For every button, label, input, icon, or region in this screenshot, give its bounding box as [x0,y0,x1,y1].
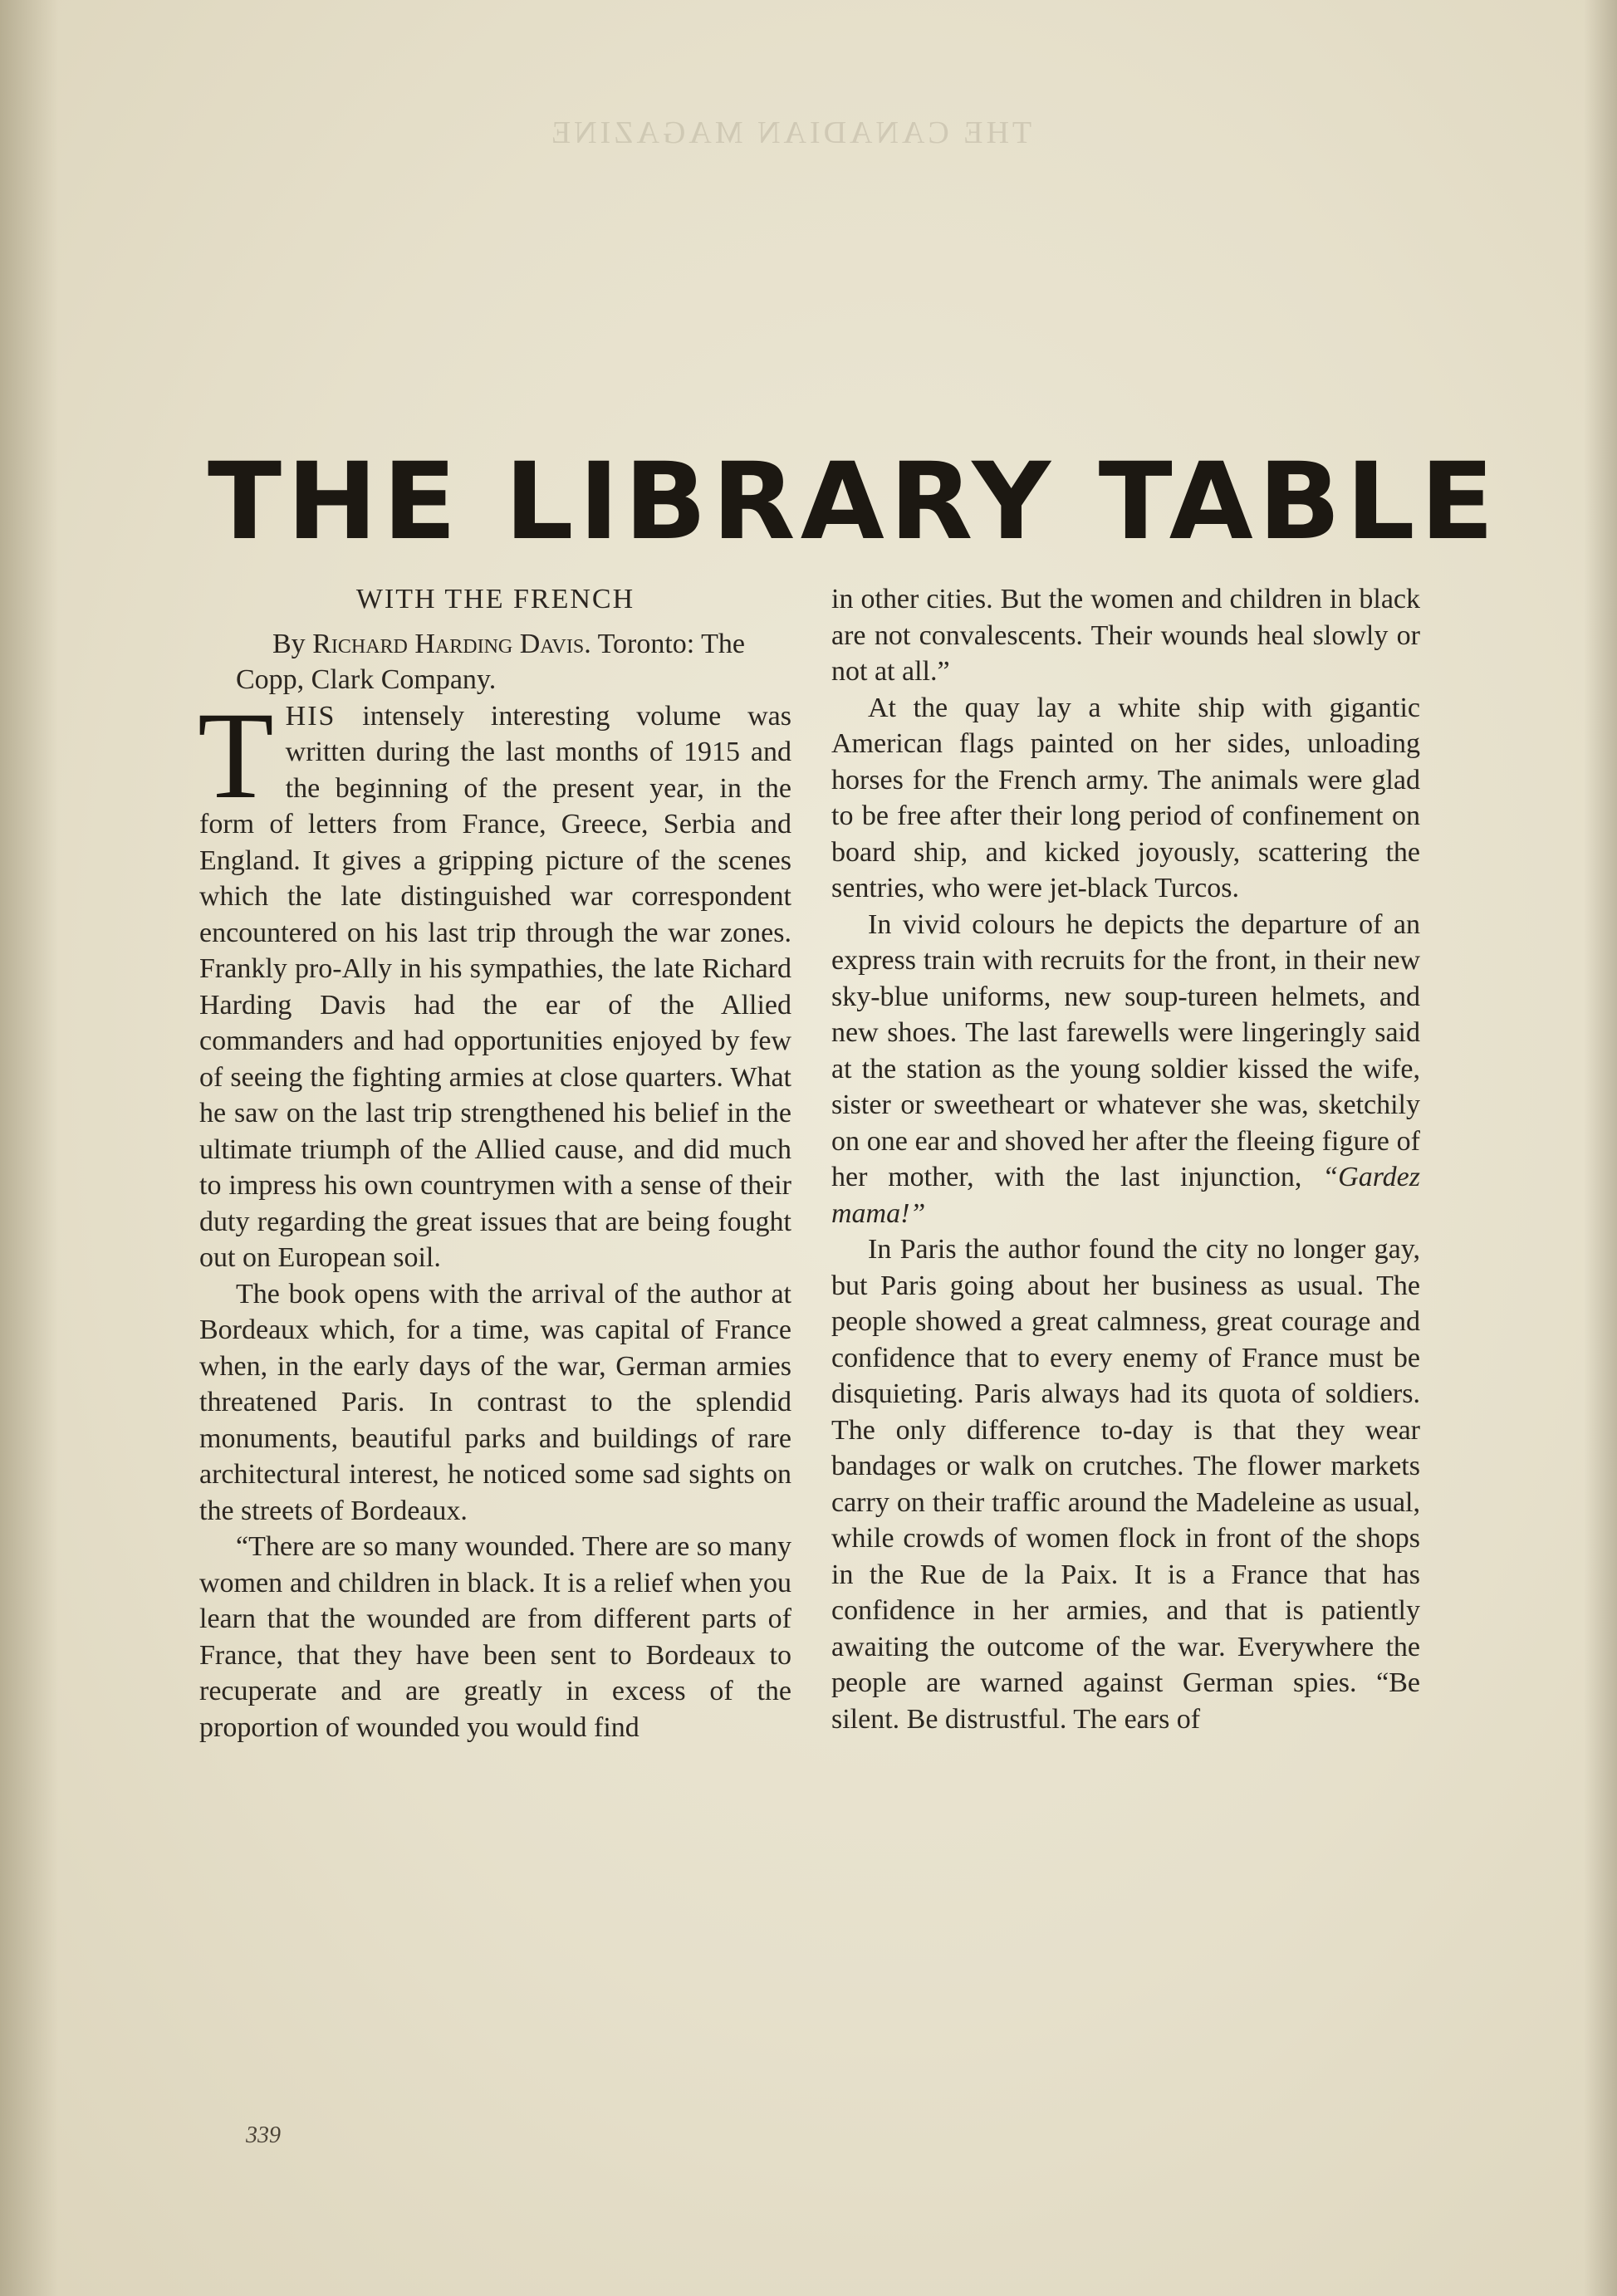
author-name: Richard Harding Davis [312,628,585,659]
body-paragraph: The book opens with the arrival of the author at Bordeaux which, for a time, was capital of France when, in the early days of the war, German armies threatened Paris. In contrast to the splendid monuments, beautiful parks and buildings of rare architectural interest, he noticed some sad sights on the streets of Bordeaux. [199,1278,791,1526]
page-edge-shadow [1584,0,1617,2296]
body-paragraph: “There are so many wounded. There are so many women and children in black. It is a relief when you learn that the wounded are from different parts of France, that they have been sent to Bordeaux to recuperate and are greatly in excess of the proportion of wounded you would find [199,1531,791,1743]
review-byline: By Richard Harding Davis. Toronto: The Copp, Clark Company. [236,628,745,695]
review-heading: WITH THE FRENCH [355,584,635,614]
intro-paragraph: THIS intensely interesting volume was written during the last months of 1915 and the beginning of the present year, in the form of letters from France, Greece, Serbia and England. It gives a gripping picture of the scenes which the late distinguished war correspondent encountered on his last trip through the war zones. Frankly pro-Ally in his sympathies, the late Richard Harding Davis had the ear of the Allied commanders and had opportunities enjoyed by few of seeing the fighting armies at close quarters. What he saw on the last trip strengthened his belief in the ultimate triumph of the Allied cause, and did much to impress his own countrymen with a sense of their duty regarding the great issues that are being fought out on European soil. [198,686,791,1273]
right-column [831,581,1420,1737]
drop-cap: T [198,686,274,825]
body-paragraph: At the quay lay a white ship with gigantic American flags painted on her sides, unloading horses for the French army. The animals were glad to be free after their long period of confinement on board ship, and kicked joyously, scattering the sentries, who were jet-black Turcos. [831,692,1420,903]
show-through-header: THE CANADIAN MAGAZINE [548,115,1032,150]
binding-shadow [0,0,58,2296]
left-column [199,581,791,1745]
body-paragraph: In vivid colours he depicts the departure of an express train with recruits for the front, in their new sky-blue uniforms, new soup-tureen helmets, and new shoes. The last farewells were lingeringly said at the station as the young soldier kissed the wife, sister or sweetheart or whatever she was, sketchily on one ear and shoved her after the fleeing figure of her mother, with the last injunction, “Gardez mama!” [831,908,1421,1229]
body-paragraph-continued: in other cities. But the women and children in black are not convalescents. Their wounds heal slowly or not at all.” [831,584,1420,687]
body-paragraph: In Paris the author found the city no longer gay, but Paris going about her business as usual. The people showed a great calmness, great courage and confidence that to every enemy of France must be disquieting. Paris always had its quota of soldiers. The only difference to-day is that they wear bandages or walk on crutches. The flower markets carry on their traffic around the Madeleine as usual, while crowds of women flock in front of the shops in the Rue de la Paix. It is a France that has confidence in her armies, and that is patiently awaiting the outcome of the war. Everywhere the people are warned against German spies. “Be silent. Be distrustful. The ears of [831,1234,1420,1735]
page-number: 339 [246,2122,281,2148]
page-title: THE LIBRARY TABLE [208,440,1500,564]
publisher-name: The Copp, Clark Company. [236,628,745,695]
quoted-injunction: “Gardez mama!” [831,1162,1421,1229]
